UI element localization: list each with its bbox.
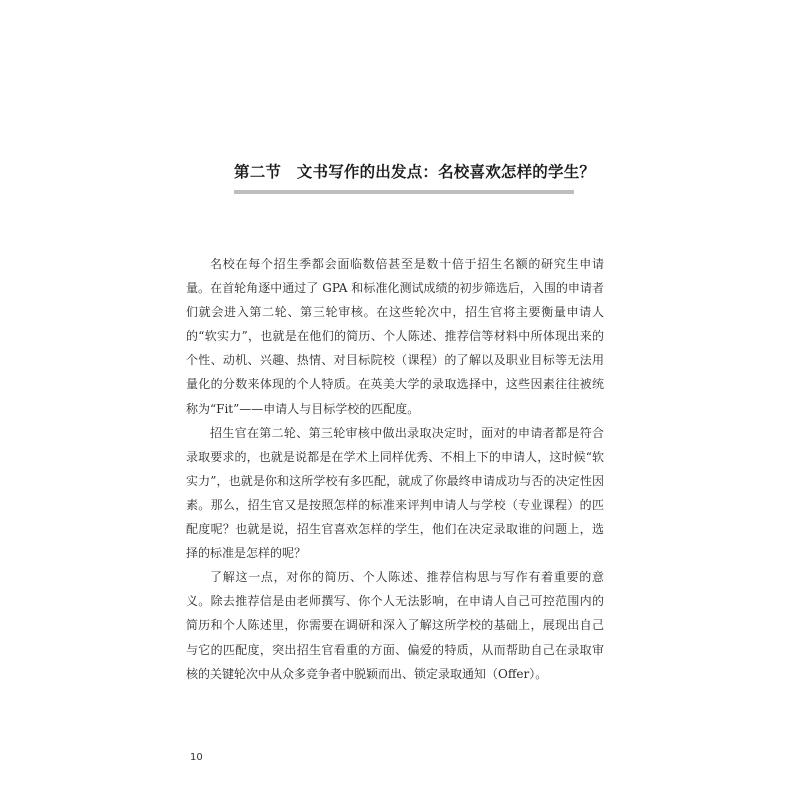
body-text [186,252,604,686]
title-underline [234,190,574,194]
page-number: 10 [190,752,203,763]
paragraph: 了解这一点，对你的简历、个人陈述、推荐信构思与写作有着重要的意义。除去推荐信是由老师撰写、你个人无法影响，在申请人自己可控范围内的简历和个人陈述里，你需要在调研和深入了解这所学校的基础上，展现出自己与它的匹配度，突出招生官看重的方面、偏爱的特质，从而帮助自己在录取审核的关键轮次中从众多竞争者中脱颖而出、锁定录取通知（Offer）。 [186,570,604,681]
paragraph: 招生官在第二轮、第三轮审核中做出录取决定时，面对的申请者都是符合录取要求的，也就是说都是在学术上同样优秀、不相上下的申请人，这时候“软实力”，也就是你和这所学校有多匹配，就成了你最终申请成功与否的决定性因素。那么，招生官又是按照怎样的标准来评判申请人与学校（专业课程）的匹配度呢？也就是说，招生官喜欢怎样的学生，他们在决定录取谁的问题上，选择的标准是怎样的呢？ [186,425,604,561]
section-title: 第二节 文书写作的出发点：名校喜欢怎样的学生？ [234,162,596,181]
paragraph: 名校在每个招生季都会面临数倍甚至是数十倍于招生名额的研究生申请量。在首轮角逐中通过了 GPA 和标准化测试成绩的初步筛选后，入围的申请者们就会进入第二轮、第三轮审核。在这些轮次中，招生官将主要衡量申请人的“软实力”，也就是在他们的简历、个人陈述、推荐信等材料中所体现出来的个性、动机、兴趣、热情、对目标院校（课程）的了解以及职业目标等无法用量化的分数来体现的个人特质。在英美大学的录取选择中，这些因素往往被统称为“Fit”——申请人与目标学校的匹配度。 [186,257,604,416]
